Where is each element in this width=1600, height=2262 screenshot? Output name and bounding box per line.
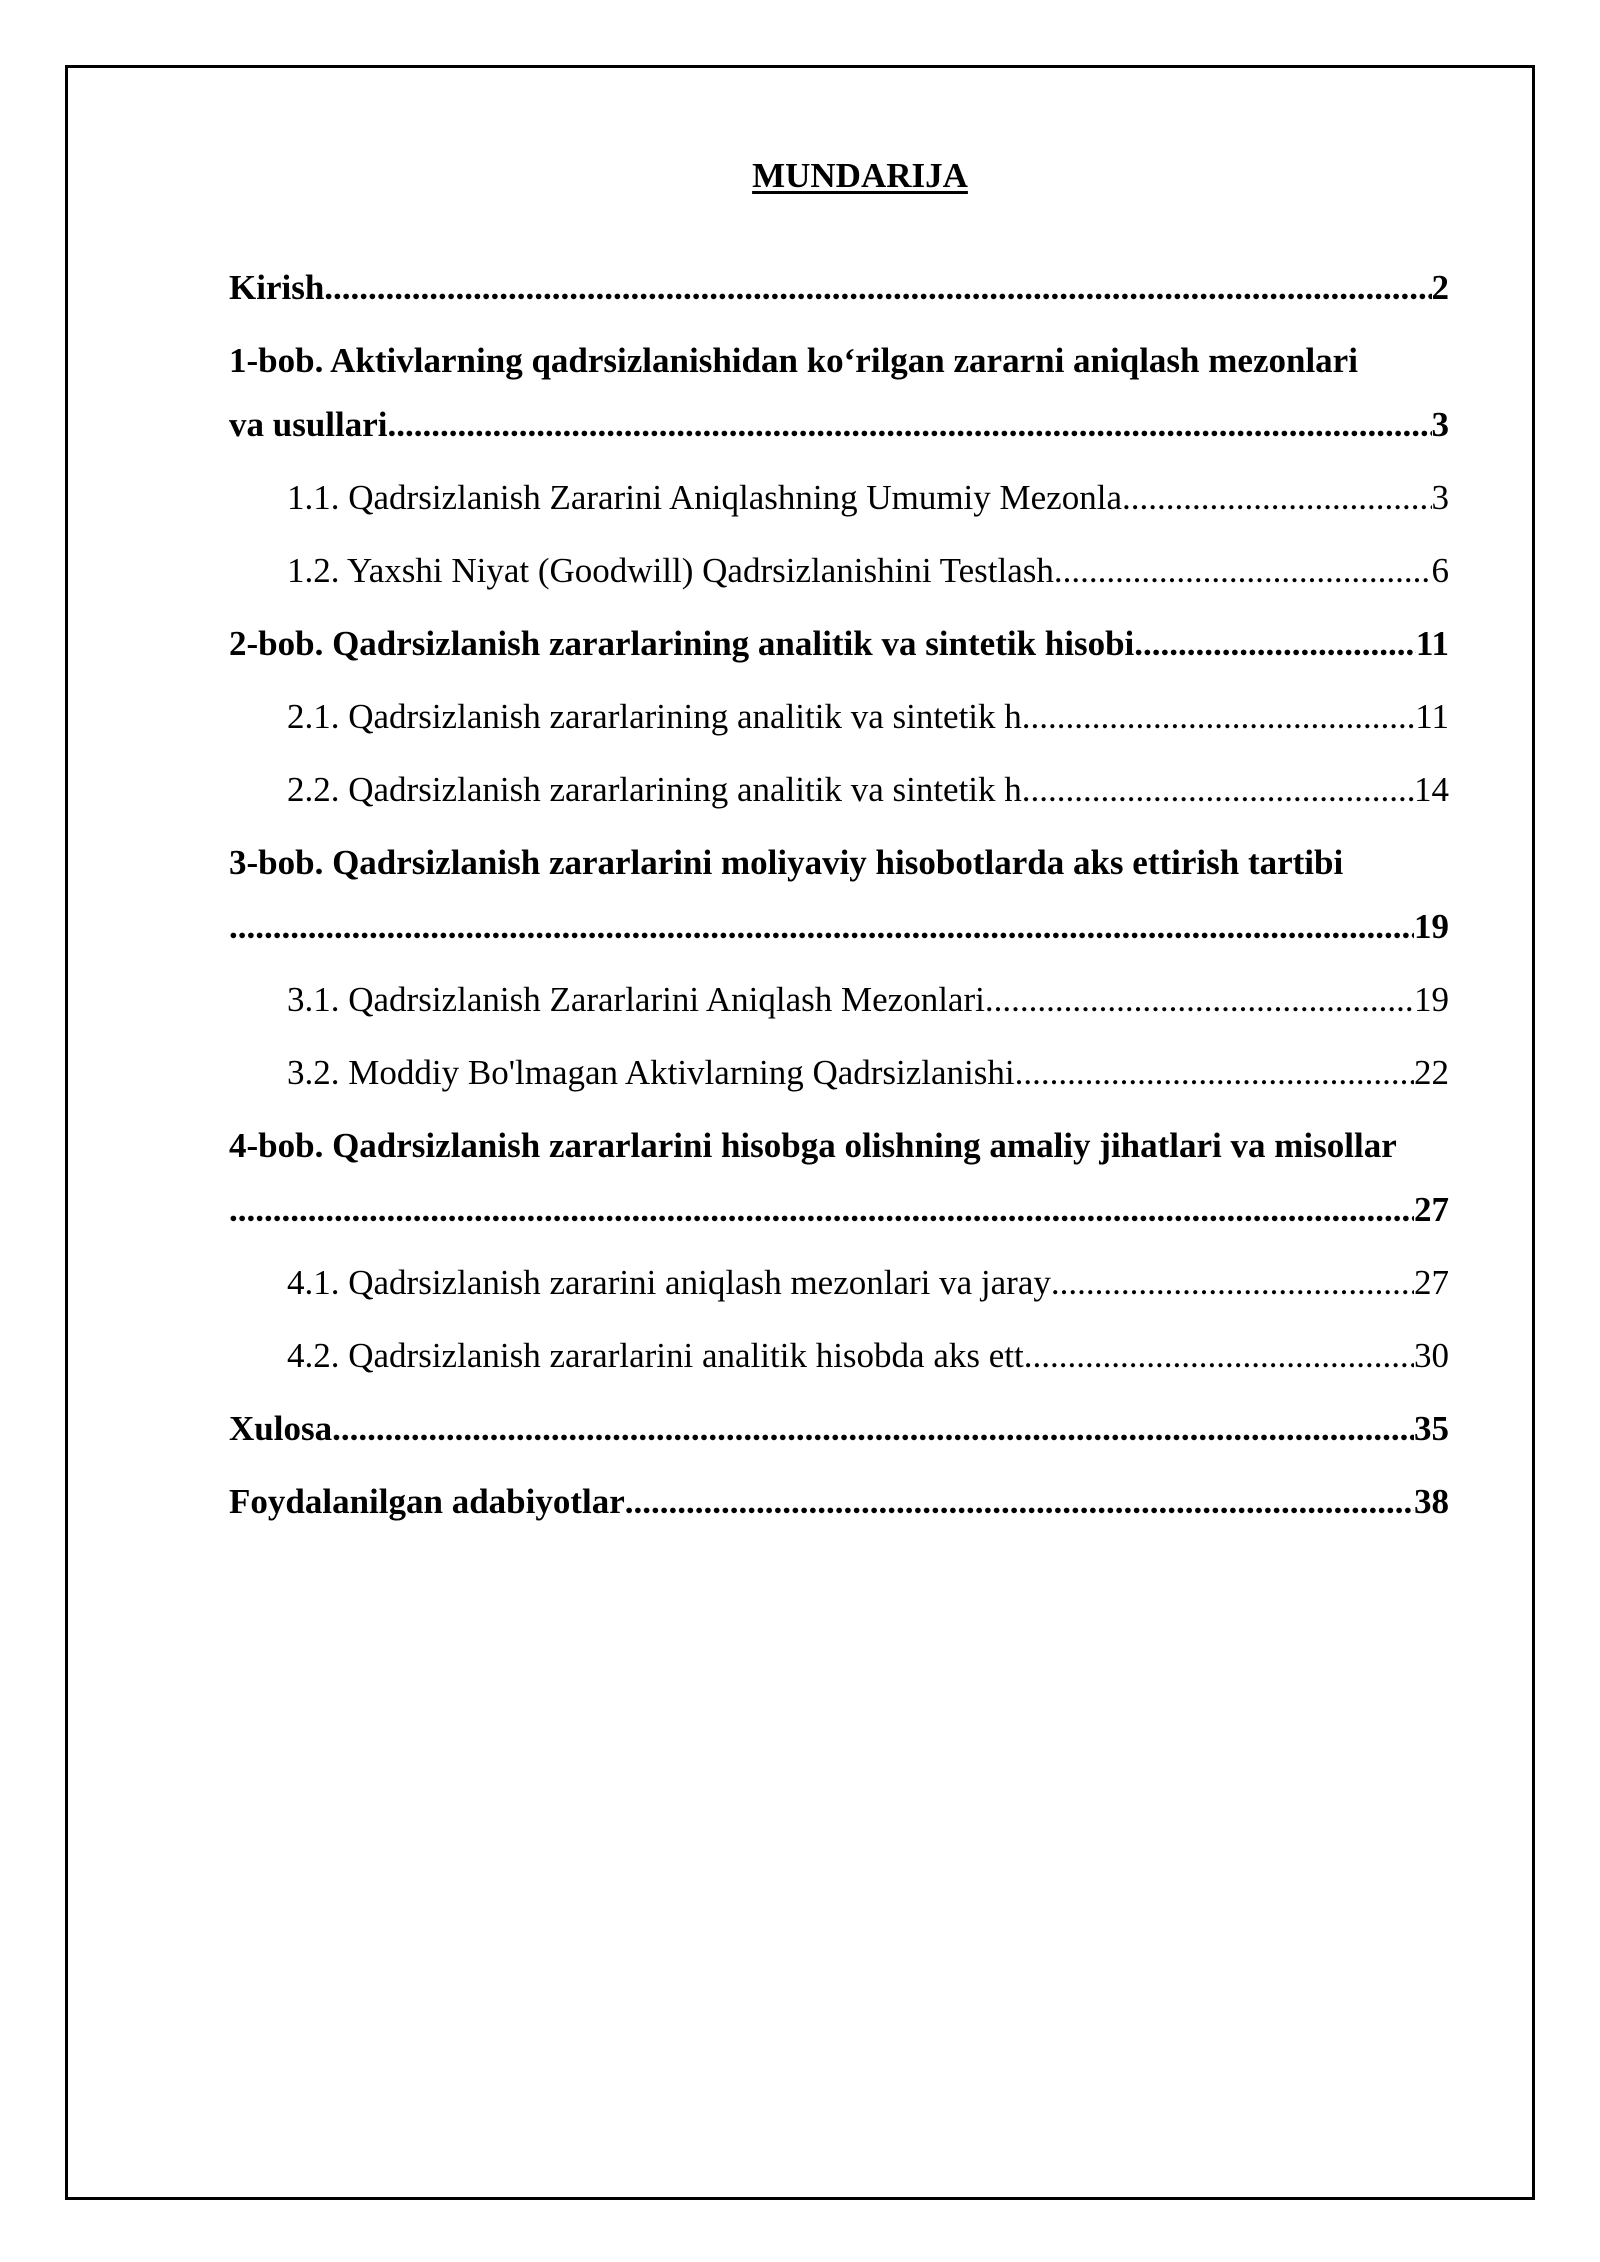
toc-entry-section-2-2[interactable]	[229, 767, 1449, 840]
toc-entry-section-3-1[interactable]	[229, 977, 1449, 1050]
toc-dot-leader	[388, 402, 1432, 448]
toc-entry-section-2-1[interactable]	[229, 694, 1449, 767]
toc-dot-leader	[229, 904, 1414, 950]
toc-dot-leader	[1024, 1333, 1414, 1379]
toc-entry-label: 1.1. Qadrsizlanish Zararini Aniqlashning Umumiy Mezonla	[287, 478, 1122, 517]
toc-entry-page: 6	[1431, 551, 1449, 590]
toc-entry-label: 3.1. Qadrsizlanish Zararlarini Aniqlash Mezonlari	[287, 980, 985, 1019]
toc-entry-chapter-4[interactable]	[229, 1123, 1449, 1187]
toc-entry-page: 3	[1431, 478, 1449, 517]
toc-entry-section-1-2[interactable]	[229, 548, 1449, 621]
toc-dot-leader	[1122, 475, 1432, 521]
toc-entry-section-4-2[interactable]	[229, 1333, 1449, 1406]
toc-entry-label: va usullari	[229, 405, 388, 444]
toc-title: MUNDARIJA	[752, 156, 968, 195]
toc-entry-label: 2-bob. Qadrsizlanish zararlarining analitik va sintetik hisobi	[229, 624, 1135, 663]
toc-entry-chapter-3[interactable]	[229, 840, 1449, 904]
toc-entry-page: 38	[1414, 1482, 1449, 1521]
toc-entry-section-3-2[interactable]	[229, 1050, 1449, 1123]
toc-entry-page: 11	[1415, 624, 1449, 663]
toc-entry-chapter-1-cont[interactable]	[229, 402, 1449, 475]
toc-entry-label: 2.2. Qadrsizlanish zararlarining analitik va sintetik h	[287, 770, 1022, 809]
toc-dot-leader	[332, 1406, 1414, 1452]
toc-entry-page: 19	[1414, 907, 1449, 946]
toc-entry-chapter-3-cont[interactable]	[229, 904, 1449, 977]
toc-entry-label: 1.2. Yaxshi Niyat (Goodwill) Qadrsizlanishini Testlash	[287, 551, 1054, 590]
toc-entry-label: 4.1. Qadrsizlanish zararini aniqlash mezonlari va jaray	[287, 1263, 1051, 1302]
toc-entry-page: 22	[1414, 1053, 1449, 1092]
toc-entry-chapter-4-cont[interactable]	[229, 1187, 1449, 1260]
toc-entry-page: 30	[1414, 1336, 1449, 1375]
toc-entry-label: Foydalanilgan adabiyotlar	[229, 1482, 625, 1521]
toc-entry-label: 3.2. Moddiy Bo'lmagan Aktivlarning Qadrsizlanishi	[287, 1053, 1015, 1092]
toc-entry-label: 2.1. Qadrsizlanish zararlarining analitik va sintetik h	[287, 697, 1022, 736]
toc-entry-page: 35	[1414, 1409, 1449, 1448]
toc-entry-chapter-1[interactable]	[229, 338, 1449, 402]
toc-dot-leader	[1022, 767, 1414, 813]
toc-dot-leader	[1054, 548, 1432, 594]
toc-dot-leader	[1134, 621, 1416, 667]
toc-dot-leader	[1022, 694, 1416, 740]
toc-entry-label: 4.2. Qadrsizlanish zararlarini analitik hisobda aks ett	[287, 1336, 1024, 1375]
toc-entry-references[interactable]	[229, 1479, 1449, 1552]
toc-entry-page: 27	[1414, 1263, 1449, 1302]
toc-entry-kirish[interactable]	[229, 265, 1449, 338]
toc-dot-leader	[229, 1187, 1414, 1233]
toc-entry-chapter-2[interactable]	[229, 621, 1449, 694]
toc-entry-page: 14	[1414, 770, 1449, 809]
toc-entry-section-1-1[interactable]	[229, 475, 1449, 548]
toc-entry-page: 19	[1414, 980, 1449, 1019]
toc-entry-label: Xulosa	[229, 1409, 333, 1448]
toc-entry-xulosa[interactable]	[229, 1406, 1449, 1479]
toc-entry-page: 11	[1415, 697, 1449, 736]
toc-dot-leader	[625, 1479, 1414, 1525]
toc-entry-label: Kirish	[229, 268, 325, 307]
toc-entry-page: 27	[1414, 1190, 1449, 1229]
toc-entry-page: 3	[1431, 405, 1449, 444]
toc-entry-section-4-1[interactable]	[229, 1260, 1449, 1333]
toc-entry-page: 2	[1431, 268, 1449, 307]
table-of-contents	[229, 265, 1449, 1552]
toc-dot-leader	[1015, 1050, 1414, 1096]
toc-dot-leader	[324, 265, 1431, 311]
toc-entry-label: 1-bob. Aktivlarning qadrsizlanishidan ko‘rilgan zararni aniqlash mezonlari	[229, 341, 1358, 380]
toc-dot-leader	[985, 977, 1414, 1023]
toc-entry-label: 4-bob. Qadrsizlanish zararlarini hisobga olishning amaliy jihatlari va misollar	[229, 1126, 1397, 1165]
toc-entry-label: 3-bob. Qadrsizlanish zararlarini moliyaviy hisobotlarda aks ettirish tartibi	[229, 843, 1344, 882]
toc-dot-leader	[1051, 1260, 1414, 1306]
